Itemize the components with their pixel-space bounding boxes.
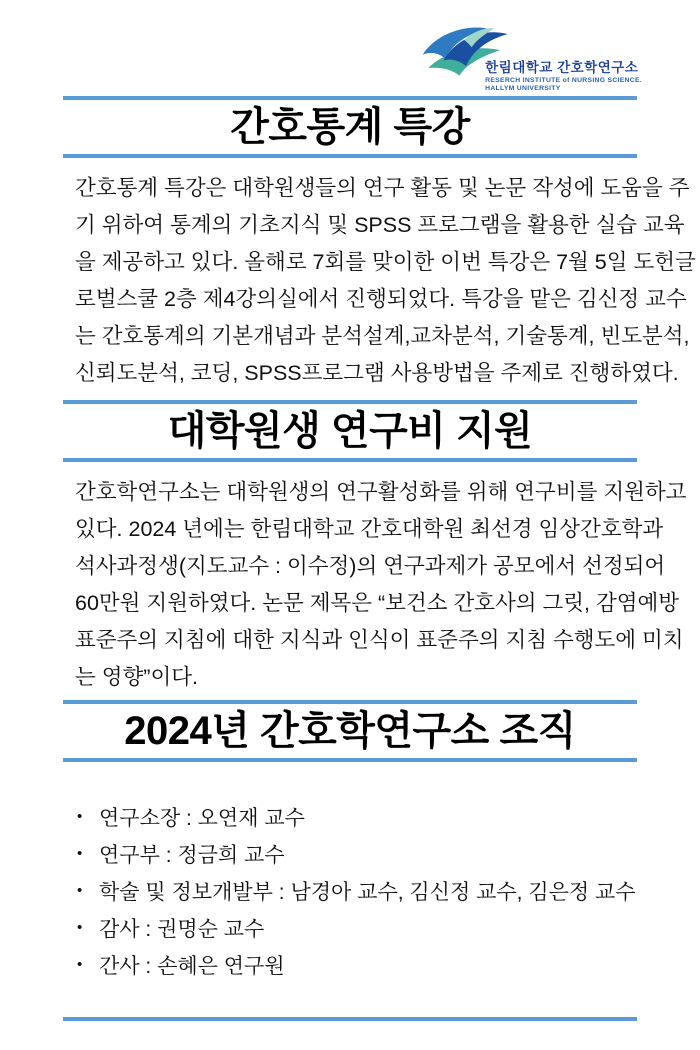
- bullet-icon: •: [77, 919, 83, 936]
- section-research-grant: [63, 400, 687, 696]
- list-item-text: 간사 : 손혜은 연구원: [99, 954, 285, 978]
- paragraph-line: 간호학연구소는 대학원생의 연구활성화를 위해 연구비를 지원하고: [75, 480, 687, 504]
- list-item-text: 연구소장 : 오연재 교수: [99, 806, 305, 830]
- paragraph-line: 석사과정생(지도교수 : 이수정)의 연구과제가 공모에서 선정되어: [75, 554, 666, 578]
- paragraph-line: 을 제공하고 있다. 올해로 7회를 맞이한 이번 특강은 7월 5일 도헌글: [75, 250, 696, 274]
- section-header: [63, 96, 637, 158]
- section-title: 2024년 간호학연구소 조직: [124, 709, 576, 753]
- list-item-text: 학술 및 정보개발부 : 남경아 교수, 김신정 교수, 김은정 교수: [99, 880, 636, 904]
- section-organization-2024: [63, 700, 637, 983]
- section-title: 간호통계 특강: [230, 105, 470, 149]
- organization-list: [63, 798, 637, 983]
- paragraph-line: 있다. 2024 년에는 한림대학교 간호대학원 최선경 임상간호학과: [75, 517, 664, 541]
- list-item: [77, 798, 637, 835]
- section-header: [63, 400, 637, 462]
- bullet-icon: •: [77, 956, 83, 973]
- document-body: [63, 0, 696, 1021]
- waves-logo-icon: [415, 22, 519, 87]
- institute-logo: [415, 22, 642, 93]
- paragraph-line: 는 영향”이다.: [75, 665, 198, 689]
- paragraph-line: 기 위하여 통계의 기초지식 및 SPSS 프로그램을 활용한 실습 교육: [75, 213, 685, 237]
- list-item-text: 감사 : 권명순 교수: [99, 917, 265, 941]
- page-bottom-divider-line: [63, 1017, 637, 1021]
- institute-name-english: RESERCH INSTITUTE of NURSING SCIENCE.: [485, 77, 642, 85]
- divider-line: [63, 758, 637, 762]
- bullet-icon: •: [77, 845, 83, 862]
- section-paragraph: [75, 170, 696, 392]
- paragraph-line: 로벌스쿨 2층 제4강의실에서 진행되었다. 특강을 맡은 김신정 교수: [75, 287, 687, 311]
- list-item-text: 연구부 : 정금희 교수: [99, 843, 285, 867]
- paragraph-line: 표준주의 지침에 대한 지식과 인식이 표준주의 지침 수행도에 미치: [75, 628, 684, 652]
- university-name-english: HALLYM UNIVERSITY: [485, 85, 561, 93]
- list-item: [77, 872, 637, 909]
- paragraph-line: 60만원 지원하였다. 논문 제목은 “보건소 간호사의 그릿, 감염예방: [75, 591, 680, 615]
- paragraph-line: 신뢰도분석, 코딩, SPSS프로그램 사용방법을 주제로 진행하였다.: [75, 361, 679, 385]
- institute-name-korean: 한림대학교 간호학연구소: [485, 59, 639, 75]
- section-statistics-lecture: [63, 96, 696, 392]
- section-title: 대학원생 연구비 지원: [167, 409, 533, 453]
- divider-line: [63, 458, 637, 462]
- bullet-icon: •: [77, 808, 83, 825]
- list-item: [77, 946, 637, 983]
- divider-line: [63, 154, 637, 158]
- bullet-icon: •: [77, 882, 83, 899]
- section-header: [63, 700, 637, 762]
- list-item: [77, 909, 637, 946]
- paragraph-line: 간호통계 특강은 대학원생들의 연구 활동 및 논문 작성에 도움을 주: [75, 176, 690, 200]
- paragraph-line: 는 간호통계의 기본개념과 분석설계,교차분석, 기술통계, 빈도분석,: [75, 324, 690, 348]
- list-item: [77, 835, 637, 872]
- section-paragraph: [75, 474, 687, 696]
